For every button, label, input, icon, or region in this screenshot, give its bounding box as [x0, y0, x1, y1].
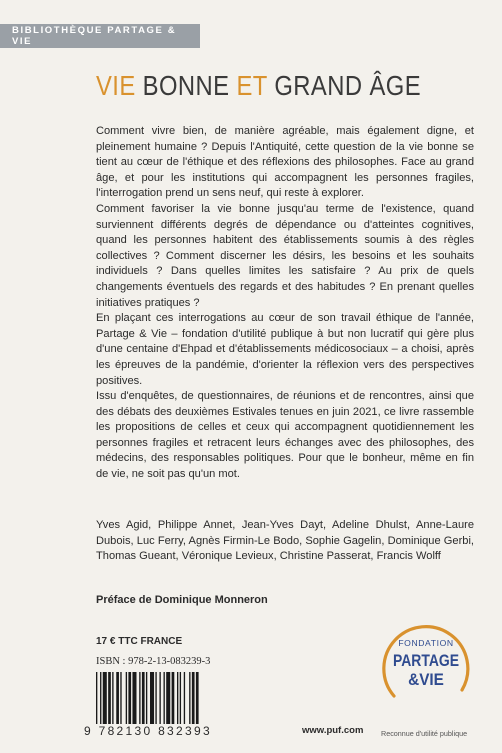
price-label: 17 € TTC FRANCE [96, 636, 183, 647]
title-word-2: BONNE [142, 70, 230, 101]
series-label: BIBLIOTHÈQUE PARTAGE & VIE [12, 25, 177, 47]
foundation-logo [376, 618, 476, 718]
title-word-4: GRAND ÂGE [274, 70, 422, 101]
logo-line-vie: &VIE [408, 670, 444, 689]
preface-credit: Préface de Dominique Monneron [96, 594, 268, 606]
book-title [96, 70, 421, 102]
series-band [0, 24, 200, 48]
blurb-paragraph: Comment favoriser la vie bonne jusqu'au terme de l'existence, quand surviennent différents degrés de dépendance ou d'atteintes cognitives, quand les personnes habitent des établissements soumis à des règles collectives ? Comment discerner les désirs, les besoins et les souhaits individuels ? Dans quelles limites les satisfaire ? Au prix de quels changements éventuels des regards et des habitudes ? En prenant quelles initiatives pratiques ? [96, 202, 474, 309]
barcode-image [94, 672, 244, 724]
logo-line-fondation: FONDATION [398, 638, 454, 648]
title-word-3: ET [236, 70, 268, 101]
isbn-label: ISBN : 978-2-13-083239-3 [96, 656, 211, 667]
publisher-website: www.puf.com [302, 725, 364, 736]
blurb-paragraph: En plaçant ces interrogations au cœur de son travail éthique de l'année, Partage & Vie – fondation d'utilité publique à but non lucratif qui gère plus d'une centaine d'Ehpad et d'établissements médicosociaux – a choisi, après les épreuves de la pandémie, d'orienter la réflexion vers des perspectives positives. [96, 312, 474, 387]
blurb [96, 124, 474, 483]
title-word-1: VIE [96, 70, 136, 101]
contributors-list: Yves Agid, Philippe Annet, Jean-Yves Dayt, Adeline Dhulst, Anne-Laure Dubois, Luc Ferry, Agnès Firmin-Le Bodo, Sophie Gagelin, Dominique Gerbi, Thomas Gueant, Véronique Levieux, Christine Passerat, Francis Wolff [96, 519, 474, 563]
blurb-paragraph: Issu d'enquêtes, de questionnaires, de réunions et de rencontres, ainsi que des débats des deuxièmes Estivales tenues en juin 2021, ce livre rassemble les propositions de celles et ceux qui accompagnent quotidiennement les personnes fragiles et retracent leurs échanges avec des philosophes, des médecins, des responsables politiques. Pour que le bonheur, même en fin de vie, ne soit pas qu'un mot. [96, 390, 474, 481]
barcode-digits: 9 782130 832393 [84, 724, 212, 738]
logo-line-partage: PARTAGE [392, 651, 460, 670]
foundation-tagline: Reconnue d'utilité publique [381, 729, 468, 738]
blurb-paragraph: Comment vivre bien, de manière agréable, mais également digne, et pleinement humaine ? Depuis l'Antiquité, cette question de la vie bonne se tient au cœur de l'éthique et des réflexions des philosophes. Face au grand âge, et pour les institutions qui accompagnent les personnes fragiles, l'interrogation prend un sens neuf, qui reste à explorer. [96, 125, 474, 200]
